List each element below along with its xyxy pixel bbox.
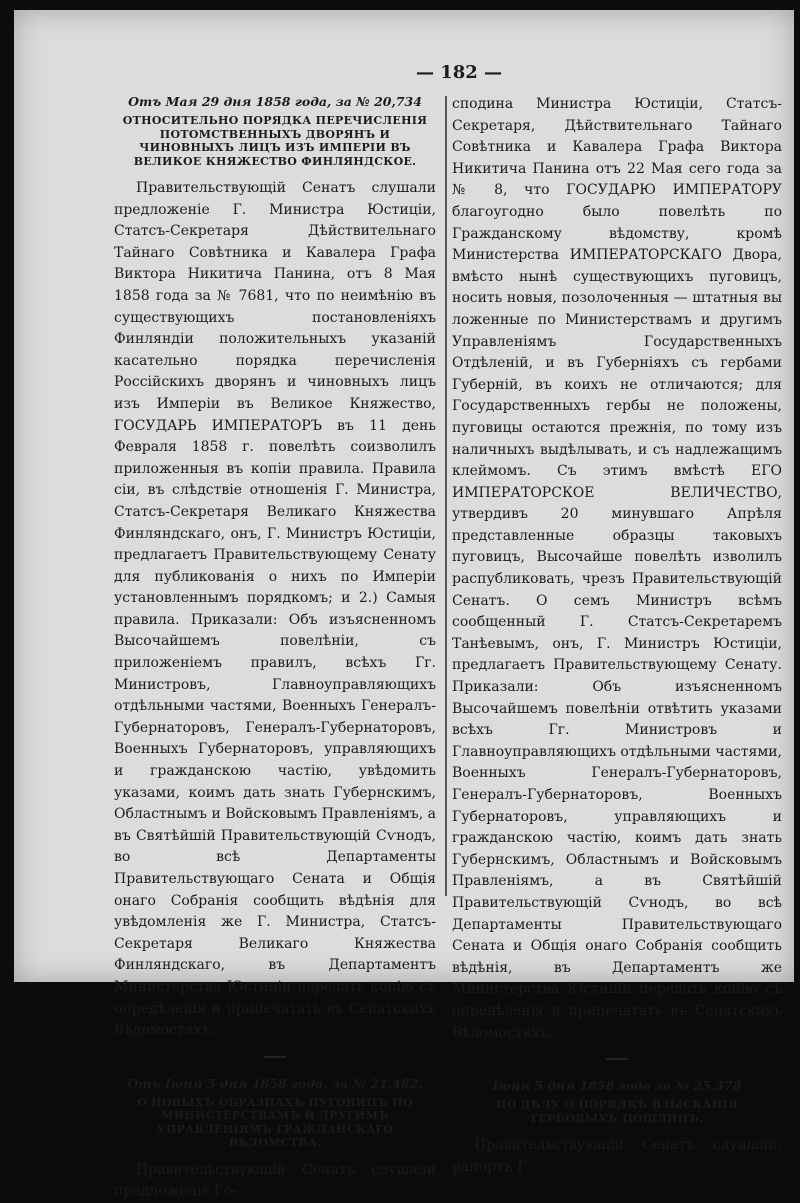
decree-heading-3: ПО ДѢЛУ О ПОРЯДКѢ ВЗЫСКАНІЯ ГЕРБОВЫХЪ ПОШЛИНЪ.: [496, 1098, 738, 1125]
decree-body-2: Правительствующій Сенатъ слушали предложеніе Го-: [114, 1161, 436, 1200]
decree-body-3: Правительствующій Сенатъ слушали: рапортъ Г.: [452, 1137, 782, 1175]
section-separator: [264, 1056, 286, 1058]
left-column: [114, 94, 436, 1203]
page-number: — 182 —: [415, 62, 503, 83]
column-divider: [445, 96, 447, 896]
decree-date-2: Отъ Іюня 5 дня 1858 года, за № 21,482.: [127, 1075, 423, 1091]
decree-date-3: Іюня 5 дня 1858 года за № 25,378: [492, 1078, 742, 1094]
decree-body-continued: сподина Министра Юстиціи, Статсъ-Секретаря, Дѣйствительнаго Тайнаго Совѣтника и Кавалера Графа Виктора Никитича Панина отъ 22 Мая сего года за № 8, что ГОСУДАРЮ ИМПЕРАТОРУ благоугодно было повелѣть по Гражданскому вѣдомству, кромѣ Министерства ИМПЕРАТОРСКАГО Двора, вмѣсто нынѣ существующихъ пуговицъ, носить новыя, позолоченныя — штатныя вы ложенные по Министерствамъ и другимъ Управленіямъ Государственныхъ Отдѣленій, и въ Губерніяхъ съ гербами Губерній, въ коихъ не отличаются; для Государственныхъ гербы не положены, пуговицы остаются прежнія, по тому изъ наличныхъ выдѣлывать, и съ надлежащимъ клеймомъ. Съ этимъ вмѣстѣ ЕГО ИМПЕРАТОРСКОЕ ВЕЛИЧЕСТВО, утвердивъ 20 минувшаго Апрѣля представленные образцы таковыхъ пуговицъ, Высочайше повелѣть изволилъ распубликовать, чрезъ Правительствующій Сенатъ. О семъ Министръ всѣмъ сообщенный Г. Статсъ-Секретаремъ Танѣевымъ, онъ, Г. Министръ Юстиціи, предлагаетъ Правительствующему Сенату. Приказали: Объ изъясненномъ Высочайшемъ повелѣніи отвѣтить указами всѣхъ Гг. Министровъ и Главноуправляющихъ отдѣльными частями, Военныхъ Генералъ-Губернаторовъ, Генералъ-Губернаторовъ, Военныхъ Губернаторовъ, управляющихъ и гражданскою частію, коимъ дать знать Губернскимъ, Областнымъ и Войсковымъ Правленіямъ, а въ Святѣйшій Правительствующій Сѵнодъ, во всѣ Департаменты Правительствующаго Сената и Общія онаго Собранія сообщить вѣдѣнія, въ Департаментъ же Министерства Юстиціи передать копію съ опредѣленія и припечатать въ Сенатскихъ Вѣдомостяхъ.: [452, 96, 783, 1041]
document-page: [14, 10, 794, 1200]
decree-date-1: Отъ Мая 29 дня 1858 года, за № 20,734: [128, 94, 422, 109]
decree-heading-2: О НОВЫХЪ ОБРАЗЦАХЪ ПУГОВИЦЪ ПО МИНИСТЕРСТВАМЪ И ДРУГИМЪ УПРАВЛЕНІЯМЪ ГРАЖДАНСКАГО ВѢДОМСТВА.: [137, 1095, 413, 1150]
decree-body-1: Правительствующій Сенатъ слушали предложеніе Г. Министра Юстиціи, Статсъ-Секретаря Дѣйствительнаго Тайнаго Совѣтника и Кавалера Графа Виктора Никитича Панина, отъ 8 Мая 1858 года за № 7681, что по неимѣнію въ существующихъ постановленіяхъ Финляндіи положительныхъ указаній касательно порядка перечисленія Россійскихъ дворянъ и чиновныхъ лицъ изъ Имперіи въ Великое Княжество, ГОСУДАРЬ ИМПЕРАТОРЪ въ 11 день Февраля 1858 г. повелѣть соизволилъ приложенныя въ копіи правила. Правила сіи, въ слѣдствіе отношенія Г. Министра, Статсъ-Секретаря Великаго Княжества Финляндскаго, онъ, Г. Министръ Юстиціи, предлагаетъ Правительствующему Сенату для публикованія о нихъ по Имперіи установленнымъ порядкомъ; и 2.) Самыя правила. Приказали: Объ изъясненномъ Высочайшемъ повелѣніи, съ приложеніемъ правилъ, всѣхъ Гг. Министровъ, Главноуправляющихъ отдѣльными частями, Военныхъ Генералъ-Губернаторовъ, Генералъ-Губернаторовъ, Военныхъ Губернаторовъ, управляющихъ и гражданскою частію, увѣдомить указами, коимъ дать знать Губернскимъ, Областнымъ и Войсковымъ Правленіямъ, а въ Святѣйшій Правительствующій Сѵнодъ, во всѣ Департаменты Правительствующаго Сената и Общія онаго Собранія сообщить вѣдѣнія для увѣдомленія же Г. Министра, Статсъ-Секретаря Великаго Княжества Финляндскаго, въ Департаментъ Министерства Юстиціи передать копію съ опредѣленія и припечатать въ Сенатскихъ Вѣдомостяхъ.: [114, 180, 436, 1039]
decree-heading-1: ОТНОСИТЕЛЬНО ПОРЯДКА ПЕРЕЧИСЛЕНІЯ ПОТОМСТВЕННЫХЪ ДВОРЯНЪ И ЧИНОВНЫХЪ ЛИЦЪ ИЗЪ ИМПЕРІИ ВЪ ВЕЛИКОЕ КНЯЖЕСТВО ФИНЛЯНДСКОЕ.: [122, 114, 428, 168]
right-column: [452, 94, 782, 1178]
section-separator-right: [606, 1058, 628, 1060]
